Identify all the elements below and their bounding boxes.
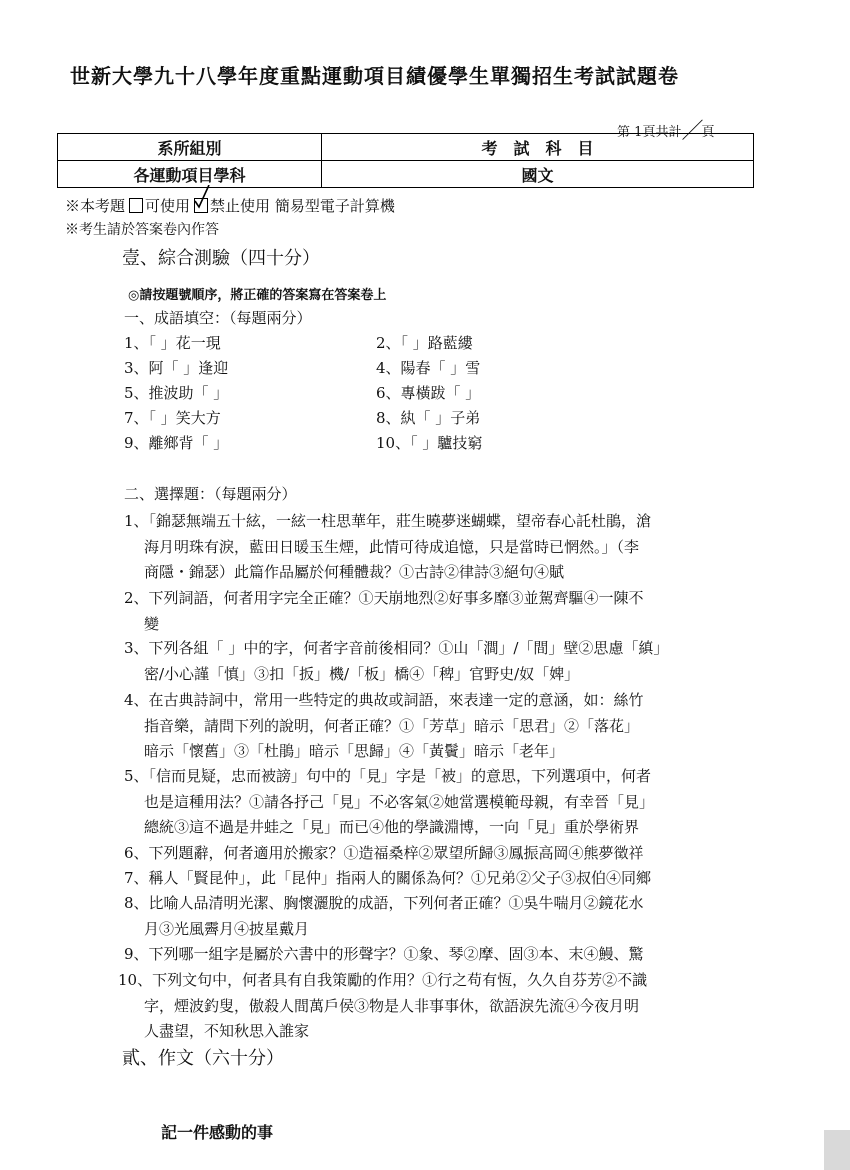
question-text: 下列題辭，何者適用於搬家？①造福桑梓②眾望所歸③鳳振高岡④熊夢徵祥 <box>148 844 644 862</box>
section1-heading: 壹、綜合測驗（四十分） <box>122 248 320 269</box>
question-text: 下列詞語，何者用字完全正確？①天崩地烈②好事多靡③並駕齊驅④一陳不 <box>148 589 644 607</box>
idiom-item: 3、阿「 」逢迎 <box>124 359 229 377</box>
question-item <box>124 509 714 586</box>
question-number: 10、 <box>118 971 153 989</box>
page-prefix: 第 <box>617 125 631 140</box>
question-number: 7、 <box>124 869 149 887</box>
calculator-note <box>65 195 395 216</box>
question-continuation: 字，煙波釣叟，傲殺人間萬戶侯③物是人非事事休，欲語淚先流④今夜月明 <box>144 996 640 1015</box>
essay-prompt: 記一件感動的事 <box>161 1123 274 1142</box>
calc-prefix: ※本考題 <box>65 197 126 215</box>
idiom-item: 10、「 」驢技窮 <box>376 434 483 452</box>
question-text: 在古典詩詞中，常用一些特定的典故或詞語，來表達一定的意涵，如：絲竹 <box>148 691 644 709</box>
question-number: 1、 <box>124 512 149 530</box>
idiom-item: 8、紈「 」子弟 <box>376 409 481 427</box>
dept-header: 系所組別 <box>58 134 322 161</box>
section2-heading: 貳、作文（六十分） <box>122 1048 284 1069</box>
question-item <box>124 636 714 687</box>
idiom-item: 1、「 」花一現 <box>124 334 221 352</box>
page-suffix: 頁 <box>701 125 715 140</box>
question-line <box>124 764 714 790</box>
idiom-item: 7、「 」笑大方 <box>124 409 221 427</box>
question-line <box>124 942 714 968</box>
question-continuation: 總統③這不過是井蛙之「見」而已④他的學識淵博，一向「見」重於學術界 <box>144 818 640 836</box>
question-item <box>124 586 714 637</box>
question-continuation: 商隱・錦瑟）此篇作品屬於何種體裁？①古詩②律詩③絕句④賦 <box>144 563 565 581</box>
idiom-item: 6、專橫跋「 」 <box>376 384 481 402</box>
question-number: 4、 <box>124 691 149 709</box>
page-middle: 頁共計 <box>642 125 682 140</box>
question-line <box>118 968 708 994</box>
question-number: 8、 <box>124 894 149 912</box>
idiom-item: 9、離鄉背「 」 <box>124 434 229 452</box>
part2-heading: 二、選擇題：（每題兩分） <box>124 485 297 503</box>
question-text: 「信而見疑，忠而被謗」句中的「見」字是「被」的意思，下列選項中，何者 <box>148 767 652 785</box>
question-line <box>124 841 714 867</box>
idiom-item: 2、「 」路藍縷 <box>376 334 473 352</box>
question-item <box>118 968 708 1045</box>
page-number: 1 <box>634 125 643 140</box>
question-continuation: 月③光風霽月④披星戴月 <box>144 919 310 938</box>
part1-heading: 一、成語填空：（每題兩分） <box>124 309 312 327</box>
question-number: 9、 <box>124 945 149 963</box>
idiom-item: 5、推波助「 」 <box>124 384 229 402</box>
calc-allowed-label: 可使用 <box>145 197 191 215</box>
calc-suffix: 簡易型電子計算機 <box>274 197 395 215</box>
instruction: ◎請按題號順序，將正確的答案寫在答案卷上 <box>128 288 387 303</box>
checkbox-forbidden-checked <box>194 198 208 213</box>
question-continuation: 海月明珠有淚，藍田日暖玉生煙，此情可待成追憶，只是當時已惘然。」（李 <box>144 537 640 556</box>
question-item <box>124 841 714 867</box>
question-continuation: 人盡望，不知秋思入誰家 <box>144 1022 310 1040</box>
question-text: 下列哪一組字是屬於六書中的形聲字？①象、琴②摩、固③本、末④鰻、驚 <box>148 945 644 963</box>
checkbox-allowed <box>129 198 143 213</box>
question-line <box>124 688 714 714</box>
question-text: 比喻人品清明光潔、胸懷灑脫的成語，下列何者正確？①吳牛喘月②鏡花水 <box>148 894 644 912</box>
question-number: 6、 <box>124 844 149 862</box>
question-continuation: 也是這種用法？①請各抒己「見」不必客氣②她當選模範母親，有幸晉「見」 <box>144 792 655 811</box>
question-continuation: 密/小心謹「慎」③扣「扳」機/「板」橋④「稗」官野史/奴「婢」 <box>144 664 580 683</box>
question-number: 3、 <box>124 639 149 657</box>
question-text: 「錦瑟無端五十絃，一絃一柱思華年，莊生曉夢迷蝴蝶，望帝春心託杜鵑，滄 <box>148 512 652 530</box>
subject-value: 國文 <box>322 161 754 188</box>
scan-shadow <box>824 1130 850 1170</box>
question-item <box>124 866 714 892</box>
calc-forbidden-label: 禁止使用 <box>210 197 271 215</box>
question-number: 5、 <box>124 767 149 785</box>
question-item <box>124 764 714 841</box>
question-continuation: 暗示「懷舊」③「杜鵑」暗示「思歸」④「黃鬢」暗示「老年」 <box>144 742 565 760</box>
question-text: 稱人「賢昆仲」，此「昆仲」指兩人的關係為何？①兄弟②父子③叔伯④同鄉 <box>148 869 652 887</box>
idiom-item: 4、陽春「 」雪 <box>376 359 481 377</box>
question-text: 下列文句中，何者具有自我策勵的作用？①行之苟有恆，久久自芬芳②不識 <box>152 971 648 989</box>
question-item <box>124 891 714 942</box>
question-item <box>124 688 714 765</box>
question-number: 2、 <box>124 589 149 607</box>
page-total: ／ <box>681 119 704 144</box>
question-line <box>124 586 714 612</box>
question-continuation: 指音樂，請問下列的說明，何者正確？①「芳草」暗示「思君」②「落花」 <box>144 716 640 735</box>
question-text: 下列各組「 」中的字，何者字音前後相同？①山「澗」/「間」壁②思慮「縝」 <box>148 639 669 657</box>
question-continuation: 變 <box>144 614 160 633</box>
dept-value: 各運動項目學科 <box>58 161 322 188</box>
checkmark-icon <box>193 185 211 209</box>
exam-info-table <box>57 133 754 188</box>
question-line <box>124 891 714 917</box>
question-line <box>124 866 714 892</box>
subject-header: 考 試 科 目 <box>322 134 754 161</box>
exam-title: 世新大學九十八學年度重點運動項目績優學生單獨招生考試試題卷 <box>70 64 679 88</box>
answer-note: ※考生請於答案卷內作答 <box>65 222 219 238</box>
question-line <box>124 636 714 662</box>
question-line <box>124 509 714 535</box>
question-item <box>124 942 714 968</box>
